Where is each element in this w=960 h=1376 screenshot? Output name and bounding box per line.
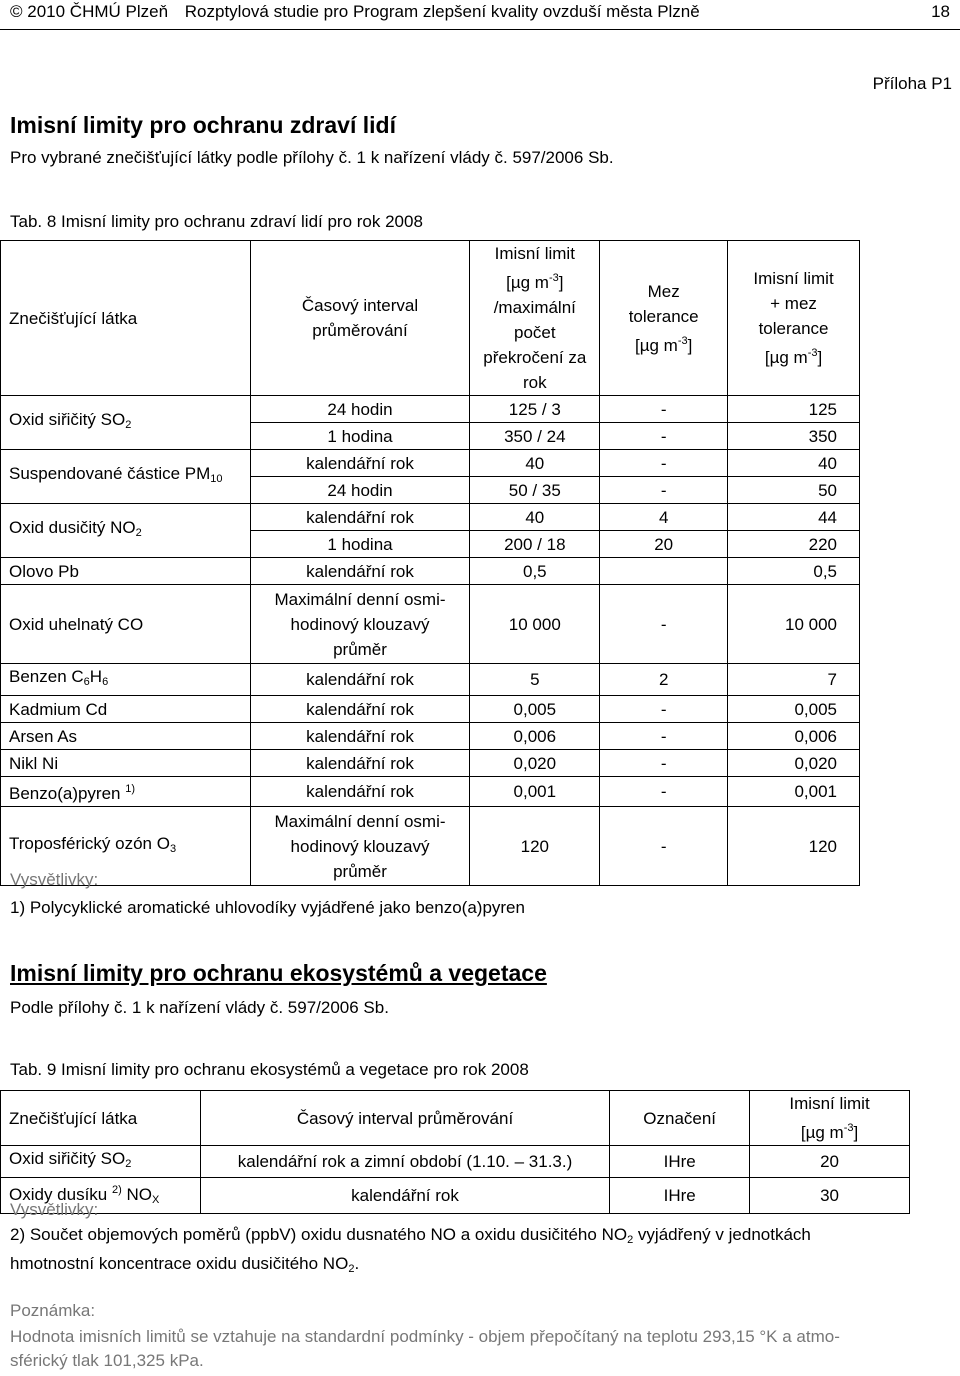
limit-cell: 5 (470, 664, 600, 696)
sum-cell: 0,005 (728, 696, 860, 723)
header-rule (0, 29, 960, 30)
table-caption-8 (10, 212, 423, 232)
copyright-text: © 2010 ČHMÚ Plzeň (10, 2, 169, 21)
tolerance-cell: - (600, 723, 728, 750)
appendix-label: Příloha P1 (872, 74, 952, 93)
limit-cell: 0,020 (470, 750, 600, 777)
table-row (1, 750, 860, 777)
header-pollutant: Znečišťující látka (1, 1091, 201, 1146)
interval-cell: 1 hodina (250, 423, 470, 450)
notes-label-1: Vysvětlivky: (10, 870, 99, 889)
health-limits-table (0, 240, 860, 886)
tolerance-cell: 20 (600, 531, 728, 558)
interval-cell: kalendářní rok (250, 777, 470, 807)
tolerance-cell: - (600, 696, 728, 723)
caption-text: 9 Imisní limity pro ochranu ekosystémů a vegetace pro rok 2008 (46, 1060, 529, 1079)
interval-cell: kalendářní rok (250, 558, 470, 585)
limit-cell: 10 000 (470, 585, 600, 664)
header-tolerance: Mez tolerance [µg $m^{-3}$] (600, 241, 728, 396)
pollutant-cell: Olovo Pb (1, 558, 251, 585)
header-pollutant: Znečišťující látka (1, 241, 251, 396)
sum-cell: 40 (728, 450, 860, 477)
interval-cell: 24 hodin (250, 477, 470, 504)
ecosystem-limits-table (0, 1090, 910, 1214)
interval-cell: kalendářní rok (200, 1178, 609, 1214)
sum-cell: 220 (728, 531, 860, 558)
section-heading-health: Imisní limity pro ochranu zdraví lidí (10, 112, 396, 138)
table-row (1, 723, 860, 750)
tolerance-cell: - (600, 750, 728, 777)
interval-cell: kalendářní rok (250, 504, 470, 531)
tolerance-cell: - (600, 396, 728, 423)
sum-cell: 0,5 (728, 558, 860, 585)
page-header (0, 0, 960, 30)
table-row (1, 696, 860, 723)
pollutant-cell: Benzo(a)pyren $^{1)}$ (1, 777, 251, 807)
caption-text: 8 Imisní limity pro ochranu zdraví lidí pro rok 2008 (46, 212, 423, 231)
sum-cell: 0,001 (728, 777, 860, 807)
header-limit: Imisní limit [µg $m^{-3}$] /maximální počet překročení za rok (470, 241, 600, 396)
sum-cell: 44 (728, 504, 860, 531)
tolerance-cell: 2 (600, 664, 728, 696)
table-row (1, 807, 860, 886)
limit-cell: 0,006 (470, 723, 600, 750)
section-subheading-health: Pro vybrané znečišťující látky podle přílohy č. 1 k nařízení vlády č. 597/2006 Sb. (10, 148, 614, 167)
limit-cell: 350 / 24 (470, 423, 600, 450)
notes-label-2: Vysvětlivky: (10, 1200, 99, 1219)
sum-cell: 50 (728, 477, 860, 504)
table-row (1, 777, 860, 807)
header-interval: Časový interval průměrování (200, 1091, 609, 1146)
tolerance-cell: - (600, 807, 728, 886)
pollutant-cell: Nikl Ni (1, 750, 251, 777)
tolerance-cell: - (600, 450, 728, 477)
interval-cell: Maximální denní osmi- hodinový klouzavý průměr (250, 585, 470, 664)
pollutant-cell: Suspendované částice $PM_{10}$ (1, 450, 251, 504)
table-row (1, 1146, 910, 1178)
limit-cell: 30 (750, 1178, 910, 1214)
table-row (1, 558, 860, 585)
tolerance-cell: - (600, 585, 728, 664)
header-designation: Označení (610, 1091, 750, 1146)
table-row (1, 396, 860, 423)
sum-cell: 350 (728, 423, 860, 450)
pollutant-cell: Arsen As (1, 723, 251, 750)
tolerance-cell: 4 (600, 504, 728, 531)
section-subheading-ecosystems: Podle přílohy č. 1 k nařízení vlády č. 597/2006 Sb. (10, 998, 389, 1017)
pollutant-cell: Benzen $C_6H_6$ (1, 664, 251, 696)
interval-cell: kalendářní rok (250, 750, 470, 777)
table-row (1, 450, 860, 477)
sum-cell: 0,020 (728, 750, 860, 777)
interval-cell: kalendářní rok (250, 664, 470, 696)
table-row (1, 664, 860, 696)
tolerance-cell: - (600, 777, 728, 807)
pollutant-cell: Oxid siřičitý $SO_2$ (1, 1146, 201, 1178)
interval-cell: kalendářní rok a zimní období (1.10. – 31.3.) (200, 1146, 609, 1178)
limit-cell: 0,005 (470, 696, 600, 723)
interval-cell: kalendářní rok (250, 723, 470, 750)
interval-cell: kalendářní rok (250, 696, 470, 723)
sum-cell: 125 (728, 396, 860, 423)
limit-cell: 50 / 35 (470, 477, 600, 504)
limit-cell: 200 / 18 (470, 531, 600, 558)
footnote-1: 1) Polycyklické aromatické uhlovodíky vyjádřené jako benzo(a)pyren (10, 898, 525, 917)
table-row (1, 1178, 910, 1214)
table-caption-9 (10, 1060, 529, 1080)
remark-label: Poznámka: (10, 1301, 96, 1320)
interval-cell: 24 hodin (250, 396, 470, 423)
interval-cell: Maximální denní osmi- hodinový klouzavý průměr (250, 807, 470, 886)
header-limit-plus-tolerance: Imisní limit + mez tolerance [µg $m^{-3}$] (728, 241, 860, 396)
caption-label: Tab. (10, 212, 43, 231)
table-row (1, 504, 860, 531)
footnote-2: 2) Součet objemových poměrů (ppbV) oxidu dusnatého NO a oxidu dusičitého $NO_2$ vyjádřený v jednotkách hmotnostní koncentrace oxidu dusičitého $NO_2$. (10, 1225, 811, 1275)
limit-cell: 125 / 3 (470, 396, 600, 423)
pollutant-cell: Oxid siřičitý $SO_2$ (1, 396, 251, 450)
limit-cell: 0,5 (470, 558, 600, 585)
tolerance-cell: - (600, 423, 728, 450)
document-title: Rozptylová studie pro Program zlepšení kvality ovzduší města Plzně (184, 2, 700, 21)
designation-cell: IHre (610, 1146, 750, 1178)
interval-cell: kalendářní rok (250, 450, 470, 477)
tolerance-cell (600, 558, 728, 585)
sum-cell: 10 000 (728, 585, 860, 664)
remark-text: Hodnota imisních limitů se vztahuje na standardní podmínky - objem přepočítaný na teplotu 293,15 °K a atmo- sférický tlak 101,325 kPa. (10, 1327, 840, 1370)
pollutant-cell: Oxid uhelnatý CO (1, 585, 251, 664)
tolerance-cell: - (600, 477, 728, 504)
table-row (1, 585, 860, 664)
interval-cell: 1 hodina (250, 531, 470, 558)
limit-cell: 40 (470, 450, 600, 477)
table-header-row (1, 241, 860, 396)
pollutant-cell: Oxid dusičitý $NO_2$ (1, 504, 251, 558)
header-interval: Časový interval průměrování (250, 241, 470, 396)
pollutant-cell: Troposférický ozón $O_3$ (1, 807, 251, 886)
page-number: 18 (931, 2, 950, 21)
header-limit: Imisní limit [µg $m^{-3}$] (750, 1091, 910, 1146)
limit-cell: 0,001 (470, 777, 600, 807)
designation-cell: IHre (610, 1178, 750, 1214)
table-header-row (1, 1091, 910, 1146)
limit-cell: 20 (750, 1146, 910, 1178)
limit-cell: 120 (470, 807, 600, 886)
pollutant-cell: Kadmium Cd (1, 696, 251, 723)
caption-label: Tab. (10, 1060, 43, 1079)
limit-cell: 40 (470, 504, 600, 531)
sum-cell: 120 (728, 807, 860, 886)
section-heading-ecosystems: Imisní limity pro ochranu ekosystémů a vegetace (10, 960, 547, 986)
sum-cell: 7 (728, 664, 860, 696)
sum-cell: 0,006 (728, 723, 860, 750)
pollutant-cell: Oxidy dusíku $^{2)}$ $NO_X$ (1, 1178, 201, 1214)
